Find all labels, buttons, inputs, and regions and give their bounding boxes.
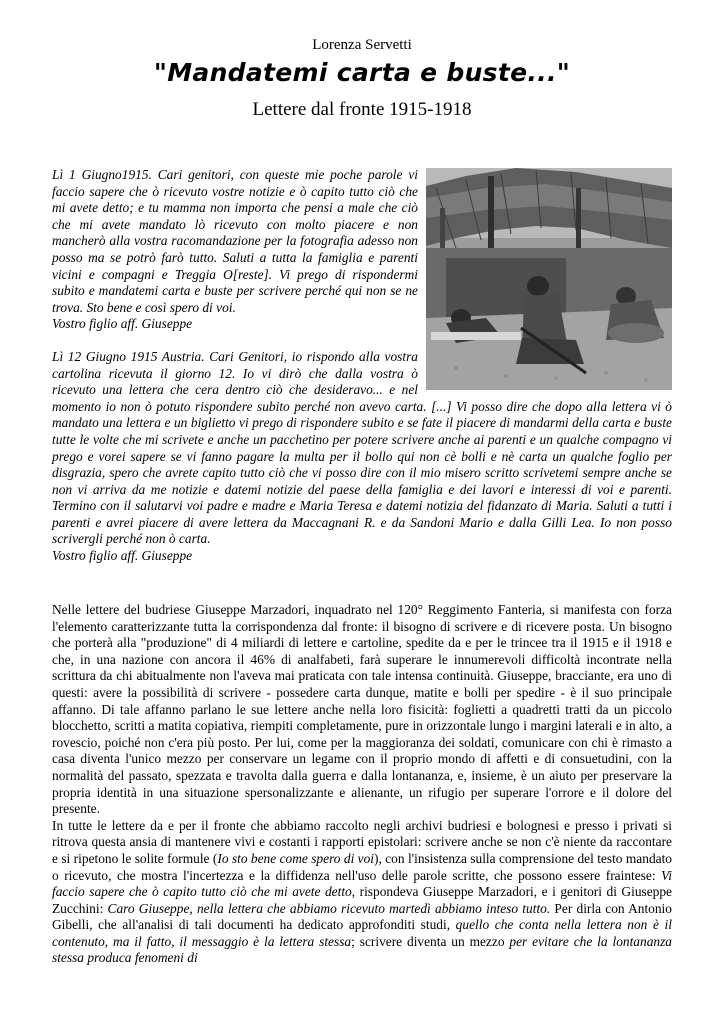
paragraph-2-quote-1: Io sto bene come spero di voi [217,850,375,866]
letters-section [52,167,672,565]
letter-1-signature: Vostro figlio aff. Giuseppe [52,316,193,332]
paragraph-2-part-d: Per dirla con Antonio Gibelli, che all'analisi di tali documenti ha dedicato approfonditi studi, [52,900,672,933]
paragraph-2-quote-2: Vi faccio sapere che ò capito tutto ciò che mi avete detto [52,867,672,900]
author-name: Lorenza Servetti [312,37,412,53]
letter-2-signature: Vostro figlio aff. Giuseppe [52,548,193,564]
article-body [52,602,672,967]
article-subtitle: Lettere dal fronte 1915-1918 [252,99,472,120]
paragraph-2 [52,818,672,967]
article-title: "Mandatemi carta e buste..." [153,58,571,87]
paragraph-2-part-e: ; scrivere diventa un mezzo [351,933,510,949]
paragraph-2-quote-3: Caro Giuseppe, nella lettera che abbiamo ricevuto martedì abbiamo inteso tutto. [107,900,551,916]
paragraph-2-quote-4: quello che conta nella lettera non è il contenuto, ma il fatto, il messaggio è la lettera stessa [52,917,672,949]
paragraph-1: Nelle lettere del budriese Giuseppe Marzadori, inquadrato nel 120° Reggimento Fanteria, si manifesta con forza l'elemento caratterizzante tutta la corrispondenza dal fronte: il bisogno di scrivere e di ricevere posta. Un bisogno che porterà alla "produzione" di 4 miliardi di lettere e cartoline, spedite da e per le trincee tra il 1915 e il 1918 e che, in una nazione con ancora il 46% di analfabeti, farà superare le innumerevoli difficoltà incontrate nella scrittura da chi abitualmente non l'aveva mai praticata con tale intensa continuità. Giuseppe, bracciante, era uno di questi: avere la possibilità di scrivere - possedere carta dunque, matite e bolli per spedire - è il suo principale affanno. Di tale affanno parlano le sue lettere anche nella loro fisicità: foglietti a quadretti tratti da un piccolo blocchetto, scritti a matita copiativa, riempiti completamente, pure in orizzontale lungo i margini laterali e in alto, a rovescio, poiché non c'era più posto. Per lui, come per la maggioranza dei soldati, comunicare con chi è rimasto a casa diventa l'unico mezzo per conservare un legame con il proprio mondo di affetti e di consuetudini, con la normalità del passato, spezzata e travolta dalla guerra e dalla lontananza, e, insieme, è un aiuto per preservare la propria identità in una situazione spersonalizzante e alienante, un rifugio per superare l'orrore e il dolore del presente. [52,602,672,817]
paragraph-2-part-c: , rispondeva Giuseppe Marzadori, e i genitori di Giuseppe Zucchini: [52,884,673,916]
letter-2-text: Lì 12 Giugno 1915 Austria. Cari Genitori, io rispondo alla vostra cartolina ricevuta il giorno 12. Io vi dirò che dalla vostra ò ricevuto una lettera che cera dentro ciò che desideravo... e nel momento io non ò potuto rispondere subito perché non avevo carta. [...] Vi posso dire che dopo alla lettera vi ò mandato una lettera e un biglietto vi prego di rispondere subito e se fate il piacere di mandarmi della carta e buste tutte le volte che mi scrivete e anche un pacchetino per potere scrivere anche ai parenti e un qualche compagno vi prego e vorei sapere se vi fanno pagare la multa per il bollo qui non cè bolli e nè carta un qualche foglio per disgrazia, spero che avrete capito tutto ciò che vi posso dire con il mio misero scritto scrivetemi sempre anche se non vi arriva da me notizie e datemi notizie del paese della famiglia e dei lavori e interessi di voi e parenti. Termino con il salutarvi voi padre e madre e Maria Teresa e datemi notizia del fidanzato di Maria. Saluti a tutti i parenti e avrei piacere di avere lettera da Maccagnani R. e da Sandoni Mario e dalla Gilli Lea. Io non posso scrivergli perché non ò carta. [52,348,672,547]
paragraph-2-part-a: In tutte le lettere da e per il fronte che abbiamo raccolto negli archivi budriesi e bolognesi e presso i privati si ritrova questa ansia di mantenere vivi e costanti i rapporti epistolari: scrivere anche se non c'è niente da raccontare e si ripetono le solite formule ( [52,817,672,866]
document-page [52,0,672,1024]
paragraph-2-quote-5: per evitare che la lontananza stessa produca fenomeni di [52,933,672,966]
paragraph-2-part-b: ), con l'insistenza sulla comprensione del testo mandato o ricevuto, che mostra l'incertezza e la diffidenza nell'uso delle parole scritte, che possono essere fraintese: [52,850,673,883]
photo-spacer [418,167,672,393]
letter-1-text: Lì 1 Giugno1915. Cari genitori, con queste mie poche parole vi faccio sapere che ò ricevuto vostre notizie e ò capito tutto ciò che mi avete detto; e tu mamma non importa che pensi a male che ciò che mi avete mandato lò ricevuto con molto piacere e non mancherò alla vostra racomandazione per la fotografia adesso non posso ma se potrò farò tutto. Saluti a tutta la famiglia e parenti vicini e compagni e Treggia O[reste]. Vi prego di rispondermi subito e mandatemi carta e buste per scrivere perché qui non se ne trova. Sto bene e così spero di voi. [52,167,418,315]
